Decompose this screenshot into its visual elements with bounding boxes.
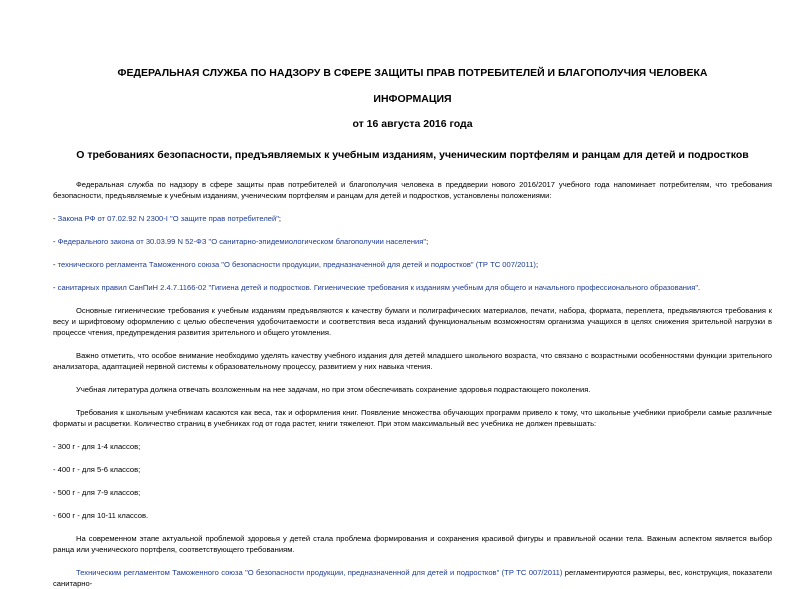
link-tech-regulation-2[interactable]: Техническим регламентом Таможенного союза "О безопасности продукции, предназначенной для детей и подростков" (ТР ТС 007/2011) [76, 568, 563, 577]
link-sanpin[interactable]: санитарных правил СанПиН 2.4.7.1166-02 "Гигиена детей и подростков. Гигиенические требования к изданиям учебным для общего и начального профессионального образования" [57, 283, 699, 292]
weight-item: - 300 г - для 1-4 классов; [53, 442, 141, 451]
paragraph-weight-intro: Требования к школьным учебникам касаются как веса, так и оформления книг. Появление множества обучающих программ привело к тому, что школьные учебники приобрели самые различные форматы и расцветки. Количество страниц в учебниках год от года растет, книги тяжелеют. При этом максимальный вес учебника не должен превышать: [53, 408, 772, 428]
link-sanitary-law[interactable]: Федерального закона от 30.03.99 N 52-ФЗ "О санитарно-эпидемиологическом благополучии населения" [57, 237, 427, 246]
act-item-sanitary-law [53, 236, 772, 247]
list-punct: ; [535, 260, 539, 269]
regulation-text: регламентируются размеры, вес, конструкция, показатели санитарно- [53, 568, 772, 588]
act-item-consumer-rights [53, 213, 772, 224]
agency-name: ФЕДЕРАЛЬНАЯ СЛУЖБА ПО НАДЗОРУ В СФЕРЕ ЗАЩИТЫ ПРАВ ПОТРЕБИТЕЛЕЙ И БЛАГОПОЛУЧИЯ ЧЕЛОВЕКА [117, 67, 708, 79]
intro-paragraph: Федеральная служба по надзору в сфере защиты прав потребителей и благополучия человека в преддверии нового 2016/2017 учебного года напоминает потребителям, что требования безопасности, предъявляемые к учебным изданиям, ученическим портфелям и ранцам для детей и подростков, установлены положениями: [53, 180, 772, 200]
document-title: О требованиях безопасности, предъявляемых к учебным изданиям, ученическим портфелям и ранцам для детей и подростков [76, 149, 749, 161]
list-dash: - [53, 283, 58, 292]
list-dash: - [53, 214, 58, 223]
act-item-sanpin [53, 282, 772, 293]
act-item-tech-regulation [53, 259, 772, 270]
link-tech-regulation[interactable]: технического регламента Таможенного союза "О безопасности продукции, предназначенной для детей и подростков" (ТР ТС 007/2011) [57, 260, 536, 269]
weight-item: - 400 г - для 5-6 классов; [53, 465, 141, 474]
paragraph-posture: На современном этапе актуальной проблемой здоровья у детей стала проблема формирования и сохранения красивой фигуры и правильной осанки тела. Важным аспектом является выбор ранца или ученического портфеля, соответствующего требованиям. [53, 534, 772, 554]
document-type: ИНФОРМАЦИЯ [373, 93, 452, 105]
weight-item: - 600 г - для 10-11 классов. [53, 511, 149, 520]
paragraph-young-children: Важно отметить, что особое внимание необходимо уделять качеству учебного издания для детей младшего школьного возраста, что связано с возрастными особенностями функции зрительного анализатора, адаптацией нервной системы к образовательному процессу, развитием у них навыка чтения. [53, 351, 772, 371]
paragraph-health: Учебная литература должна отвечать возложенным на нее задачам, но при этом обеспечивать сохранение здоровья подрастающего поколения. [76, 385, 591, 394]
paragraph-requirements: Основные гигиенические требования к учебным изданиям предъявляются к качеству бумаги и полиграфических материалов, печати, набора, формата, переплета, предъявляются требования к весу и шрифтовому оформлению с целью обеспечения удобочитаемости и соответствия веса изданий функциональным возможностям организма учащихся в целях снижения зрительной нагрузки в процессе чтения, предупреждения развития зрительного и общего утомления. [53, 306, 772, 337]
list-punct: . [698, 283, 701, 292]
list-dash: - [53, 260, 58, 269]
document-body [53, 179, 772, 589]
document-date: от 16 августа 2016 года [352, 118, 473, 130]
list-punct: ; [426, 237, 429, 246]
weight-item: - 500 г - для 7-9 классов; [53, 488, 141, 497]
paragraph-regulation [53, 567, 772, 589]
list-punct: ; [278, 214, 282, 223]
list-dash: - [53, 237, 58, 246]
link-consumer-rights-law[interactable]: Закона РФ от 07.02.92 N 2300-I "О защите прав потребителей" [57, 214, 279, 223]
